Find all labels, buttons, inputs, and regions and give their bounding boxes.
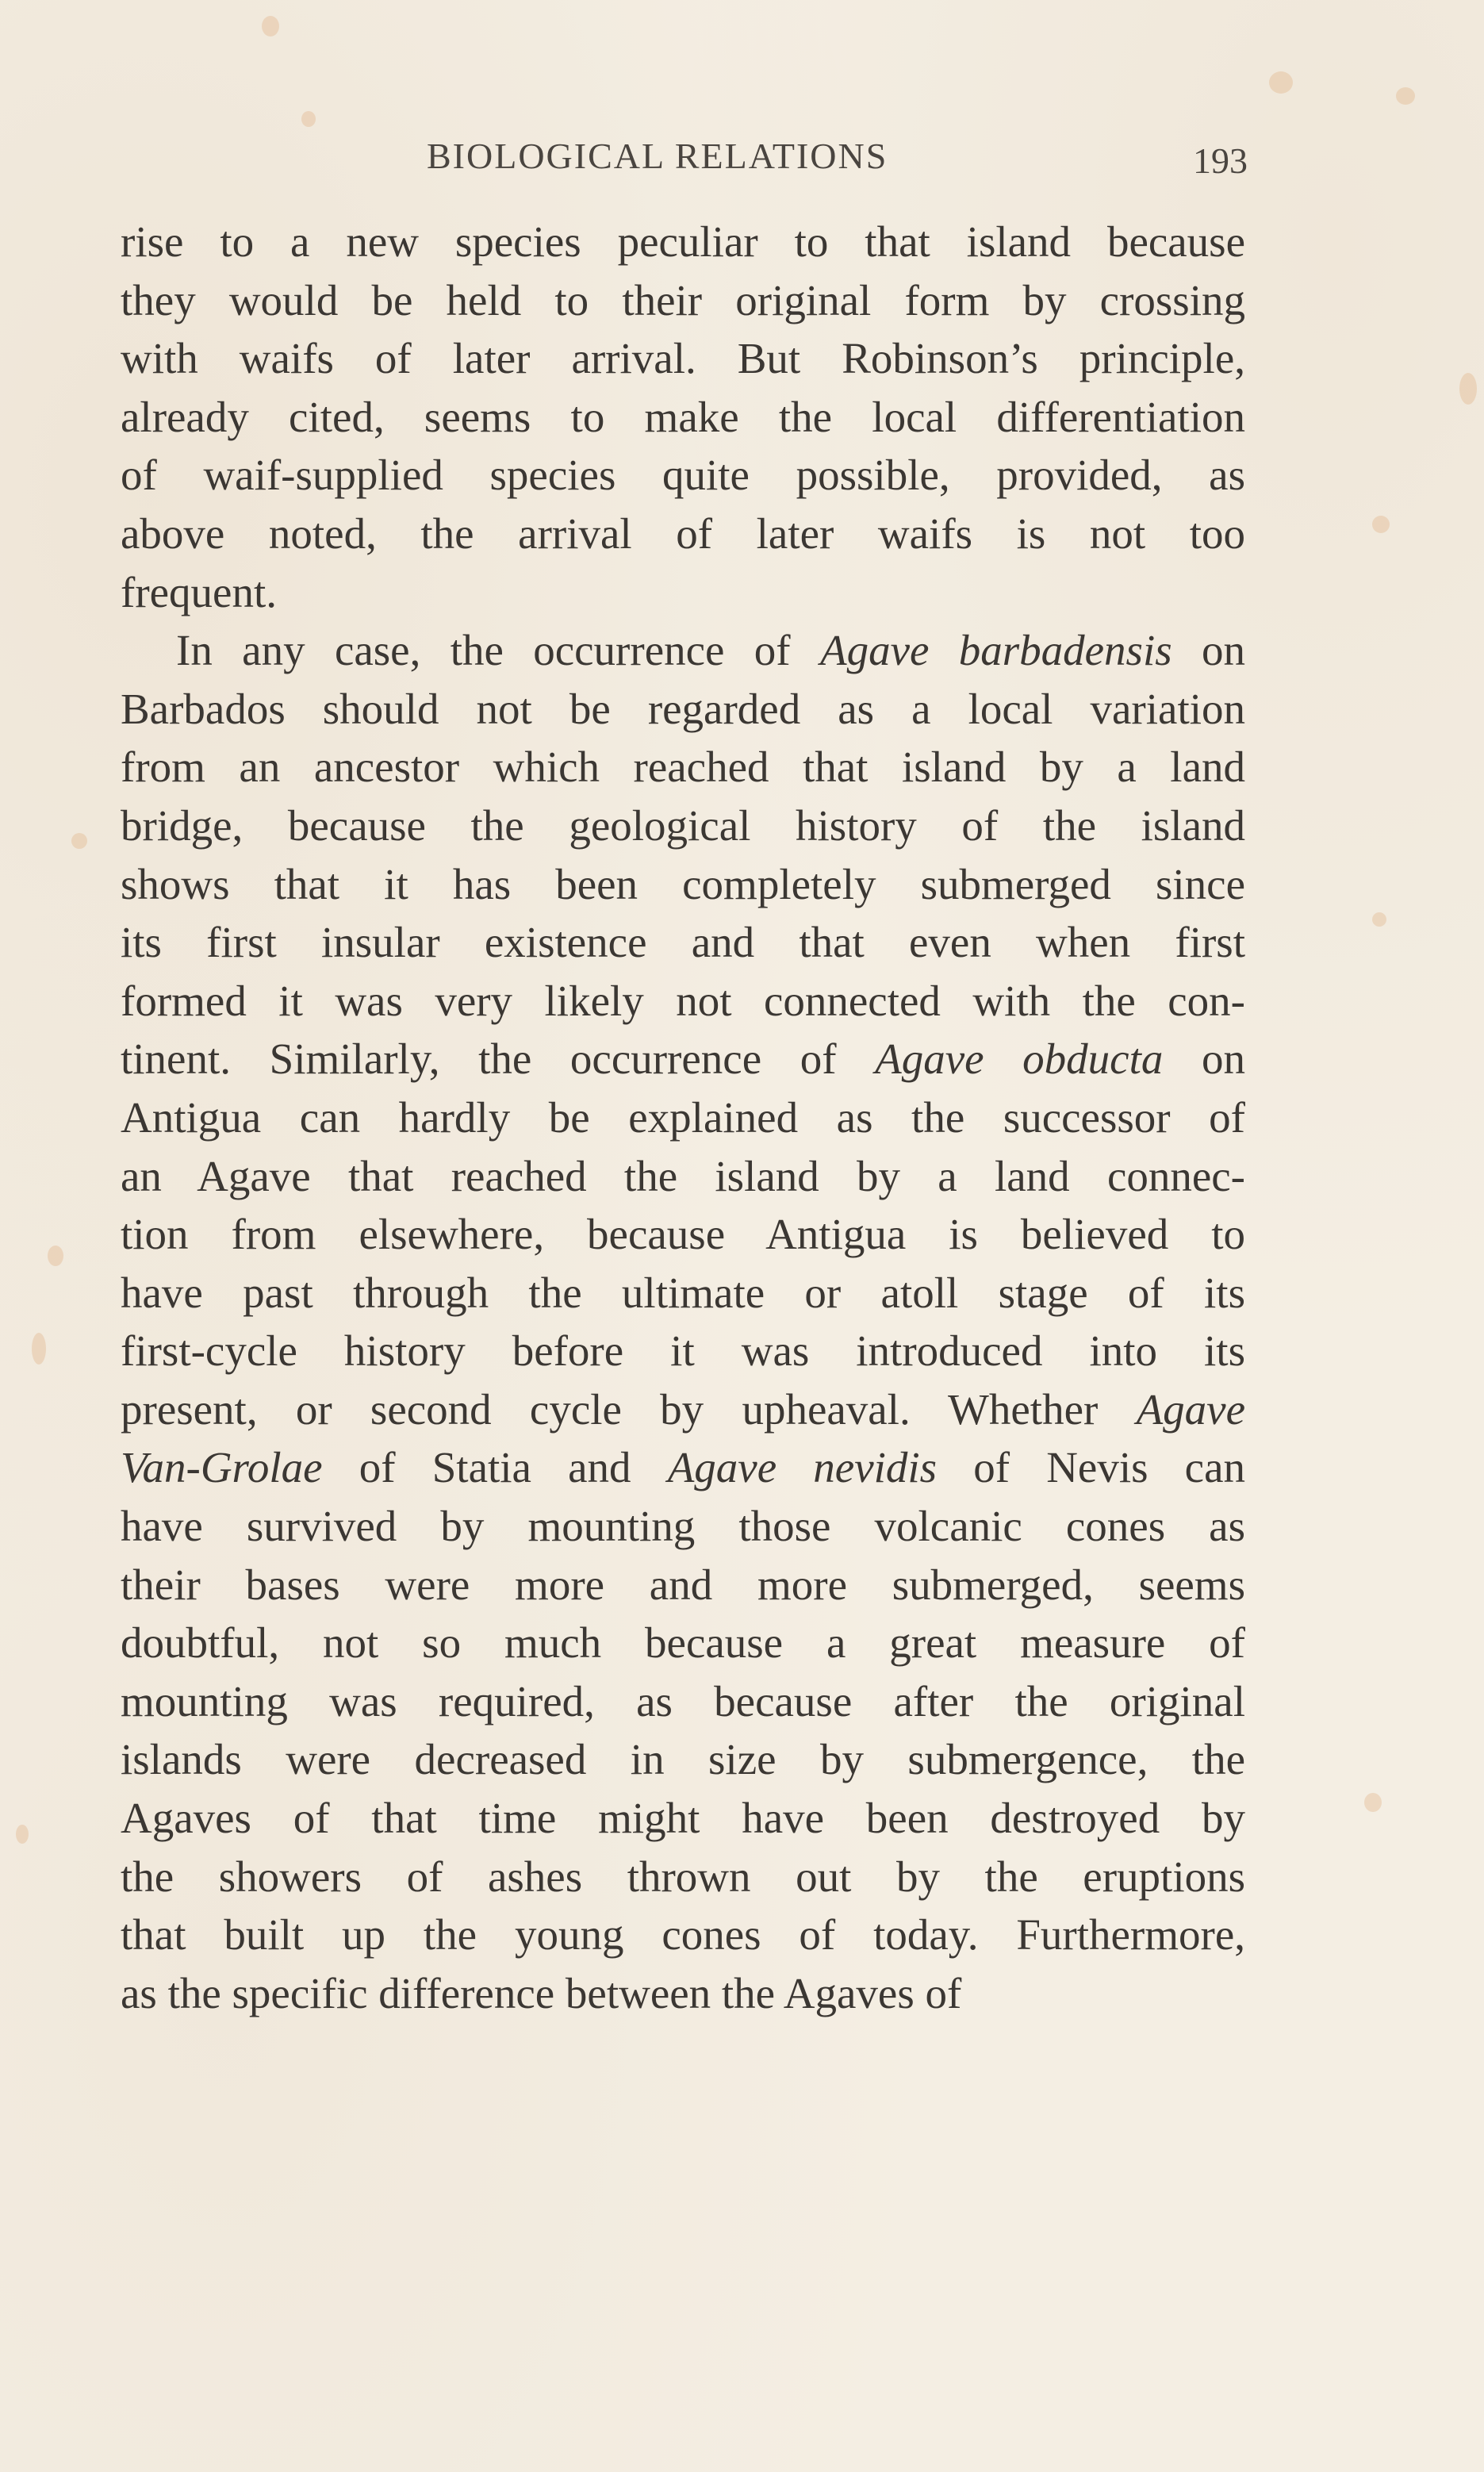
text-run: of Nevis can [937, 1443, 1245, 1492]
foxing-spot [71, 833, 87, 849]
text-run: tinent. Similarly, the occurrence of [121, 1034, 876, 1084]
text-run: Barbados should not be regarded as a local variation [121, 684, 1245, 733]
foxing-spot [32, 1333, 46, 1365]
text-run: mounting was required, as because after the original [121, 1676, 1245, 1725]
text-run: frequent. [121, 567, 277, 616]
text-run: their bases were more and more submerged, seems [121, 1560, 1245, 1609]
text-line [121, 1205, 1245, 1264]
text-line [121, 1380, 1245, 1439]
text-run: islands were decreased in size by submergence, the [121, 1735, 1245, 1784]
running-title: BIOLOGICAL RELATIONS [427, 136, 888, 176]
text-line [121, 1789, 1245, 1848]
text-run: on [1163, 1034, 1245, 1084]
text-run: that built up the young cones of today. Furthermore, [121, 1910, 1245, 1960]
text-line [121, 621, 1245, 680]
text-line [121, 1672, 1245, 1731]
foxing-spot [1372, 516, 1390, 533]
text-line [121, 1614, 1245, 1672]
italic-species-name: Agave nevidis [667, 1443, 938, 1492]
italic-species-name: Agave barbadensis [819, 626, 1172, 675]
text-line [121, 1906, 1245, 1964]
text-line [121, 1322, 1245, 1380]
text-line [121, 1848, 1245, 1906]
body-text [121, 213, 1245, 2022]
text-run: from an ancestor which reached that island by a land [121, 743, 1245, 792]
running-head [0, 135, 1484, 190]
text-run: of Statia and [322, 1443, 668, 1492]
text-run: on [1171, 626, 1246, 675]
italic-species-name: Agave [1136, 1384, 1245, 1434]
text-run: In any case, the occurrence of [176, 626, 820, 675]
text-run: above noted, the arrival of later waifs is not too [121, 509, 1245, 558]
text-run: the showers of ashes thrown out by the eruptions [121, 1852, 1245, 1901]
text-run: Agaves of that time might have been destroyed by [121, 1794, 1245, 1843]
text-run: shows that it has been completely submerged since [121, 859, 1245, 908]
text-line [121, 505, 1245, 563]
text-line [121, 913, 1245, 972]
foxing-spot [1364, 1793, 1382, 1812]
text-line [121, 271, 1245, 330]
text-run: first-cycle history before it was introduced into its [121, 1326, 1245, 1376]
text-line [121, 1264, 1245, 1322]
text-run: Antigua can hardly be explained as the successor of [121, 1092, 1245, 1142]
foxing-spot [1396, 87, 1415, 105]
foxing-spot [262, 16, 279, 36]
text-run: as the specific difference between the Agaves of [121, 1968, 962, 2017]
foxing-spot [1372, 912, 1386, 927]
text-run: tion from elsewhere, because Antigua is believed to [121, 1210, 1245, 1259]
text-run: an Agave that reached the island by a land connec- [121, 1151, 1245, 1200]
page-number: 193 [1193, 140, 1248, 181]
text-line [121, 796, 1245, 855]
text-line [121, 1030, 1245, 1088]
text-run: have survived by mounting those volcanic cones as [121, 1502, 1245, 1551]
text-line [121, 1088, 1245, 1147]
italic-species-name: Van-Grolae [121, 1443, 323, 1492]
text-line [121, 1964, 1245, 2023]
paragraph [121, 213, 1245, 621]
text-line [121, 1730, 1245, 1789]
text-line [121, 213, 1245, 271]
text-run: formed it was very likely not connected with the con- [121, 976, 1245, 1025]
text-line [121, 329, 1245, 388]
text-run: bridge, because the geological history of the island [121, 800, 1245, 850]
text-run: its first insular existence and that even when first [121, 918, 1245, 967]
text-line [121, 1497, 1245, 1556]
text-line [121, 972, 1245, 1031]
text-line [121, 388, 1245, 447]
text-run: they would be held to their original form by crossing [121, 275, 1245, 324]
text-line [121, 446, 1245, 505]
foxing-spot [48, 1246, 63, 1266]
italic-species-name: Agave obducta [875, 1034, 1164, 1084]
text-run: doubtful, not so much because a great measure of [121, 1618, 1245, 1668]
text-line [121, 855, 1245, 914]
paragraph [121, 621, 1245, 2022]
text-line [121, 563, 1245, 622]
text-run: of waif-supplied species quite possible, provided, as [121, 451, 1245, 500]
text-line [121, 738, 1245, 796]
text-line [121, 1147, 1245, 1206]
text-line [121, 1556, 1245, 1614]
foxing-spot [1459, 373, 1477, 405]
text-run: with waifs of later arrival. But Robinson’s principle, [121, 334, 1245, 383]
foxing-spot [301, 111, 316, 127]
foxing-spot [1269, 71, 1293, 94]
text-run: rise to a new species peculiar to that island because [121, 217, 1245, 266]
text-run: present, or second cycle by upheaval. Whether [121, 1384, 1137, 1434]
foxing-spot [16, 1825, 29, 1844]
text-run: already cited, seems to make the local differentiation [121, 392, 1245, 441]
text-line [121, 680, 1245, 739]
text-run: have past through the ultimate or atoll stage of its [121, 1268, 1245, 1317]
text-line [121, 1438, 1245, 1497]
